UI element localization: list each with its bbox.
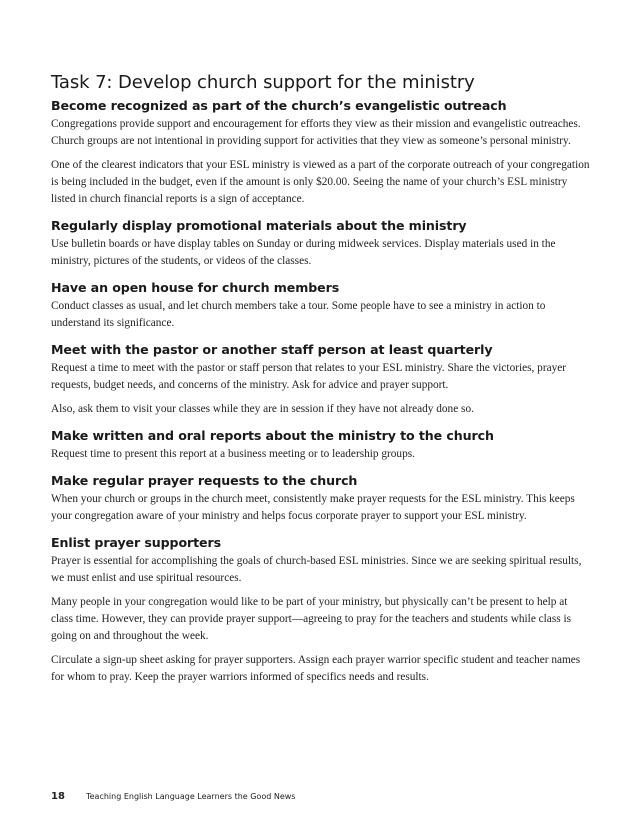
page-title: Task 7: Develop church support for the ministry: [51, 72, 475, 93]
section-prayer-supporters: [51, 535, 591, 686]
section-meet-pastor: [51, 342, 591, 418]
section-paragraph: Also, ask them to visit your classes while they are in session if they have not already done so.: [51, 403, 474, 415]
section-open-house: [51, 280, 591, 332]
section-paragraph: Use bulletin boards or have display tables on Sunday or during midweek services. Display materials used in the ministry, pictures of the students, or videos of the classes.: [51, 238, 556, 267]
book-title: Teaching English Language Learners the Good News: [86, 792, 296, 801]
section-heading: Meet with the pastor or another staff person at least quarterly: [51, 342, 493, 357]
section-paragraph: When your church or groups in the church meet, consistently make prayer requests for the ESL ministry. This keeps your congregation aware of your ministry and helps focus corporate prayer to support your ESL ministry.: [51, 493, 575, 522]
section-paragraph: Request a time to meet with the pastor or staff person that relates to your ESL ministry. Share the victories, prayer requests, budget needs, and concerns of the ministry. Ask for advice and prayer support.: [51, 362, 567, 391]
section-budget: [51, 98, 591, 208]
page-footer: [51, 784, 295, 803]
section-promotional: [51, 218, 591, 270]
section-prayer-requests: [51, 473, 591, 525]
section-paragraph: Circulate a sign-up sheet asking for prayer supporters. Assign each prayer warrior specific student and teacher names for whom to pray. Keep the prayer warriors informed of specifics needs and results.: [51, 654, 581, 683]
section-paragraph: Many people in your congregation would like to be part of your ministry, but physically can’t be present to help at class time. However, they can provide prayer support—agreeing to pray for the teachers and students while class is going on and throughout the week.: [51, 596, 571, 642]
section-paragraph: One of the clearest indicators that your ESL ministry is viewed as a part of the corporate outreach of your congregation is being included in the budget, even if the amount is only $20.00. Seeing the name of your church’s ESL ministry listed in church financial reports is a sign of acceptance.: [51, 159, 590, 205]
section-heading: Become recognized as part of the church’s evangelistic outreach: [51, 98, 507, 113]
section-paragraph: Congregations provide support and encouragement for efforts they view as their mission and evangelistic outreaches. Church groups are not intentional in providing support for activities that they view as someone’s personal ministry.: [51, 118, 581, 147]
section-paragraph: Request time to present this report at a business meeting or to leadership groups.: [51, 448, 415, 460]
section-heading: Enlist prayer supporters: [51, 535, 222, 550]
page-content: [51, 72, 591, 696]
section-paragraph: Conduct classes as usual, and let church members take a tour. Some people have to see a ministry in action to understand its significance.: [51, 300, 546, 329]
section-heading: Make written and oral reports about the ministry to the church: [51, 428, 494, 443]
page-number: 18: [51, 791, 65, 802]
section-paragraph: Prayer is essential for accomplishing the goals of church-based ESL ministries. Since we are seeking spiritual results, we must enlist and use spiritual resources.: [51, 555, 582, 584]
section-heading: Make regular prayer requests to the church: [51, 473, 358, 488]
section-reports: [51, 428, 591, 463]
section-heading: Regularly display promotional materials about the ministry: [51, 218, 467, 233]
section-heading: Have an open house for church members: [51, 280, 340, 295]
